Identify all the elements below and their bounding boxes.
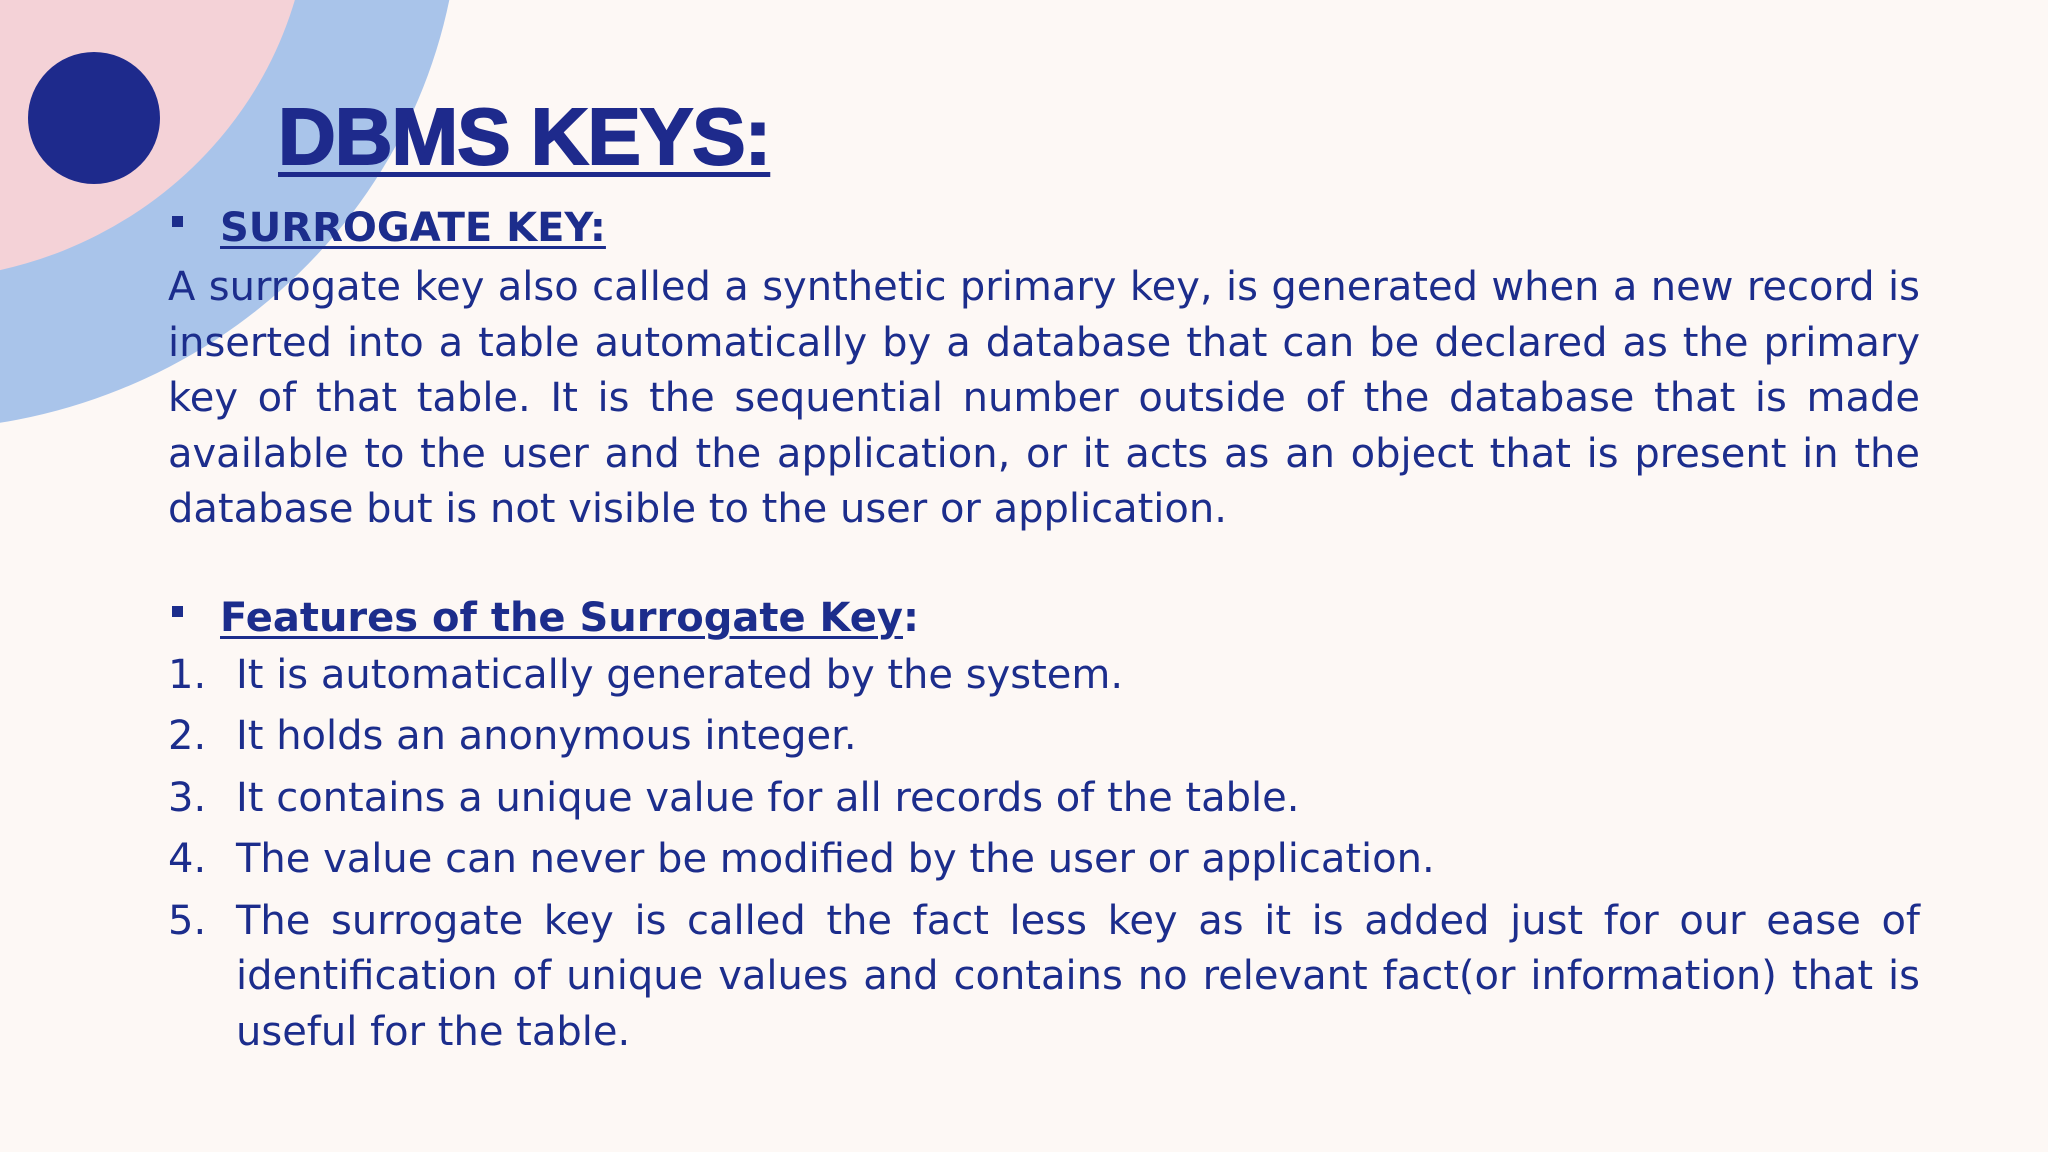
list-item xyxy=(168,894,1920,1061)
navy-circle-decoration xyxy=(28,52,160,184)
surrogate-key-heading xyxy=(168,200,1920,256)
surrogate-key-heading-text: SURROGATE KEY: xyxy=(220,205,606,251)
list-item-text: It is automatically generated by the system. xyxy=(236,651,1124,698)
list-item xyxy=(168,709,1920,765)
square-bullet-icon xyxy=(172,606,183,617)
list-item-text: The value can never be modified by the user or application. xyxy=(236,836,1435,882)
slide-title: DBMS KEYS: xyxy=(278,92,771,181)
list-item xyxy=(168,832,1920,888)
list-item-text: It holds an anonymous integer. xyxy=(236,713,857,759)
features-list xyxy=(168,648,1920,1061)
list-item xyxy=(168,648,1920,704)
features-heading-text: Features of the Surrogate Key xyxy=(220,594,903,641)
features-heading xyxy=(168,590,1920,646)
list-item-number: 5. xyxy=(168,897,207,944)
list-item-number: 4. xyxy=(168,836,207,882)
list-item-text: It contains a unique value for all records of the table. xyxy=(236,774,1300,821)
features-heading-colon: : xyxy=(903,594,919,641)
list-item-number: 2. xyxy=(168,713,207,759)
slide-content xyxy=(168,200,1920,1066)
spacer xyxy=(168,538,1920,590)
surrogate-key-definition: A surrogate key also called a synthetic primary key, is generated when a new record is inserted into a table automatically by a database that can be declared as the primary key of that table. It is the sequential number outside of the database that is made available to the user and the application, or it acts as an object that is present in the database but is not visible to the user or application. xyxy=(168,264,1920,532)
list-item xyxy=(168,771,1920,827)
list-item-text: The surrogate key is called the fact less key as it is added just for our ease of identification of unique values and contains no relevant fact(or information) that is useful for the table. xyxy=(236,897,1920,1055)
list-item-number: 1. xyxy=(168,651,207,698)
square-bullet-icon xyxy=(172,216,183,227)
list-item-number: 3. xyxy=(168,774,207,821)
